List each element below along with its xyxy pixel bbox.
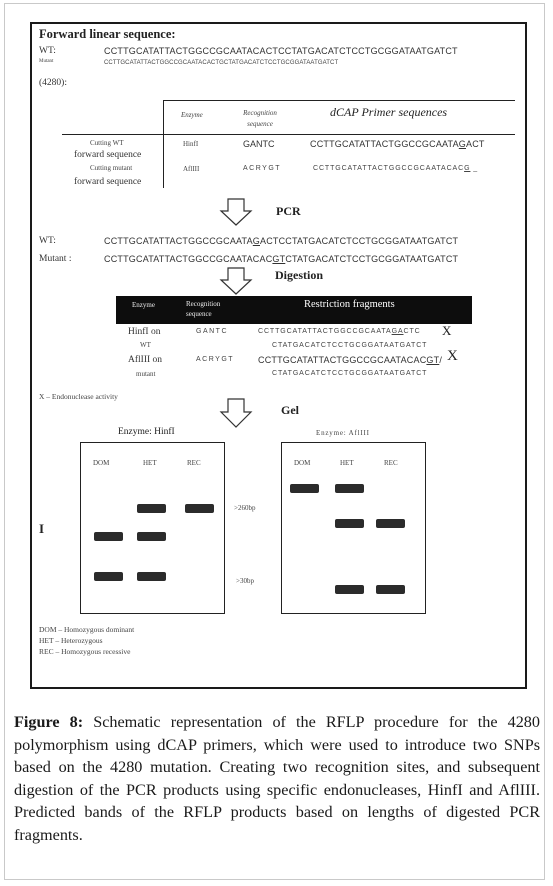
down-arrow-icon: [219, 267, 253, 295]
mutant-small-sequence: CCTTGCATATTACTGGCCGCAATACACTGCTATGACATCTCCTGCGGATAATGATCT: [104, 60, 339, 66]
pcr-wt-label: WT:: [39, 236, 56, 246]
gel-band: [137, 572, 166, 581]
wt-label: WT:: [39, 46, 56, 56]
gel-band: [376, 585, 405, 594]
mutant-small-label: Mutant: [39, 59, 54, 64]
primer-header-enzyme: Enzyme: [181, 111, 203, 119]
abbrev-het: HET – Heterozygous: [39, 636, 103, 645]
digest-row1-enzyme: HinfI on: [128, 327, 161, 337]
gel-left-title: Enzyme: HinfI: [118, 427, 175, 437]
digestion-header-recognition: Recognition sequence: [186, 300, 221, 318]
row1-primer: CCTTGCATATTACTGGCCGCAATAGACT: [310, 139, 485, 149]
digest-row2-fragment1: CCTTGCATATTACTGGCCGCAATACACGT/: [258, 355, 443, 365]
pcr-step-label: PCR: [276, 204, 301, 218]
digest-row1-recognition: GANTC: [196, 328, 228, 335]
gel-right-title: Enzyme: AflIII: [316, 429, 370, 437]
digest-row1-fragment1: CCTTGCATATTACTGGCCGCAATAGACTC: [258, 328, 421, 335]
row1-label-line1: Cutting WT: [90, 139, 124, 147]
caption-label: Figure 8:: [14, 713, 84, 731]
abbrev-rec: REC – Homozygous recessive: [39, 647, 131, 656]
gel-step-label: Gel: [281, 403, 299, 417]
primer-header-dcap: dCAP Primer sequences: [330, 105, 448, 119]
abbrev-dom: DOM – Homozygous dominant: [39, 625, 135, 634]
cut-mark-icon: X: [447, 348, 458, 364]
down-arrow-icon: [219, 398, 253, 428]
digest-row2-recognition: ACRYGT: [196, 356, 235, 363]
row1-label-line2: forward sequence: [74, 150, 142, 160]
digest-row2-enzyme: AflIII on: [128, 355, 163, 365]
pcr-wt-sequence: CCTTGCATATTACTGGCCGCAATAGACTCCTATGACATCTCCTGCGGATAATGATCT: [104, 236, 459, 246]
row2-recognition: ACRYGT: [243, 165, 282, 172]
wt-sequence: CCTTGCATATTACTGGCCGCAATACACTCCTATGACATCTCCTGCGGATAATGATCT: [104, 46, 458, 56]
gel-right: [281, 442, 426, 614]
lane-label-dom: DOM: [93, 459, 110, 467]
lane-label-het: HET: [340, 459, 354, 467]
gel-band: [290, 484, 319, 493]
table-header-rule: [62, 134, 515, 135]
digest-row1-enzyme-sub: WT: [140, 341, 151, 349]
gel-band: [185, 504, 214, 513]
digest-row2-fragment2: CTATGACATCTCCTGCGGATAATGATCT: [272, 370, 428, 377]
cut-mark-icon: X: [442, 323, 452, 338]
digestion-header-enzyme: Enzyme: [132, 301, 155, 309]
gel-left: [80, 442, 225, 614]
digestion-step-label: Digestion: [275, 268, 323, 282]
position-label: (4280):: [39, 78, 67, 88]
row2-label-line1: Cutting mutant: [90, 164, 133, 172]
side-mark: I: [39, 521, 45, 536]
gel-band: [137, 532, 166, 541]
table-top-rule: [163, 100, 515, 101]
gel-band: [335, 585, 364, 594]
gel-band: [335, 519, 364, 528]
gel-band: [94, 532, 123, 541]
gel-band: [137, 504, 166, 513]
digestion-table-header: [116, 296, 472, 324]
row2-primer: CCTTGCATATTACTGGCCGCAATACACG _: [313, 165, 479, 172]
lane-label-het: HET: [143, 459, 157, 467]
lane-label-rec: REC: [187, 459, 201, 467]
gel-band: [335, 484, 364, 493]
digest-row2-enzyme-sub: mutant: [136, 370, 156, 378]
row2-enzyme: AflIII: [183, 165, 200, 173]
size-label-260: >260bp: [234, 504, 256, 512]
row2-label-line2: forward sequence: [74, 177, 142, 187]
gel-band: [94, 572, 123, 581]
section-title: Forward linear sequence:: [39, 27, 176, 41]
down-arrow-icon: [219, 198, 253, 226]
endonuclease-legend: X – Endonuclease activity: [39, 392, 118, 401]
primer-header-recognition: Recognition sequence: [243, 109, 277, 128]
digestion-header-fragments: Restriction fragments: [304, 299, 395, 310]
figure-caption: [14, 711, 540, 846]
row1-recognition: GANTC: [243, 139, 275, 149]
row1-enzyme: HinfI: [183, 140, 199, 148]
lane-label-rec: REC: [384, 459, 398, 467]
lane-label-dom: DOM: [294, 459, 311, 467]
gel-band: [376, 519, 405, 528]
pcr-mutant-sequence: CCTTGCATATTACTGGCCGCAATACACGTCTATGACATCTCCTGCGGATAATGATCT: [104, 254, 459, 264]
size-label-30: >30bp: [236, 577, 254, 585]
table-left-rule: [163, 100, 164, 188]
digest-row1-fragment2: CTATGACATCTCCTGCGGATAATGATCT: [272, 342, 428, 349]
pcr-mutant-label: Mutant :: [39, 254, 72, 264]
caption-text: Schematic representation of the RFLP procedure for the 4280 polymorphism using dCAP primers, which were used to introduce two SNPs based on the 4280 mutation. Creating two recognition sites, and subsequent digestion of the PCR products using specific endonucleases, HinfI and AflIII. Predicted bands of the RFLP products based on lengths of digested PCR fragments.: [14, 713, 540, 844]
